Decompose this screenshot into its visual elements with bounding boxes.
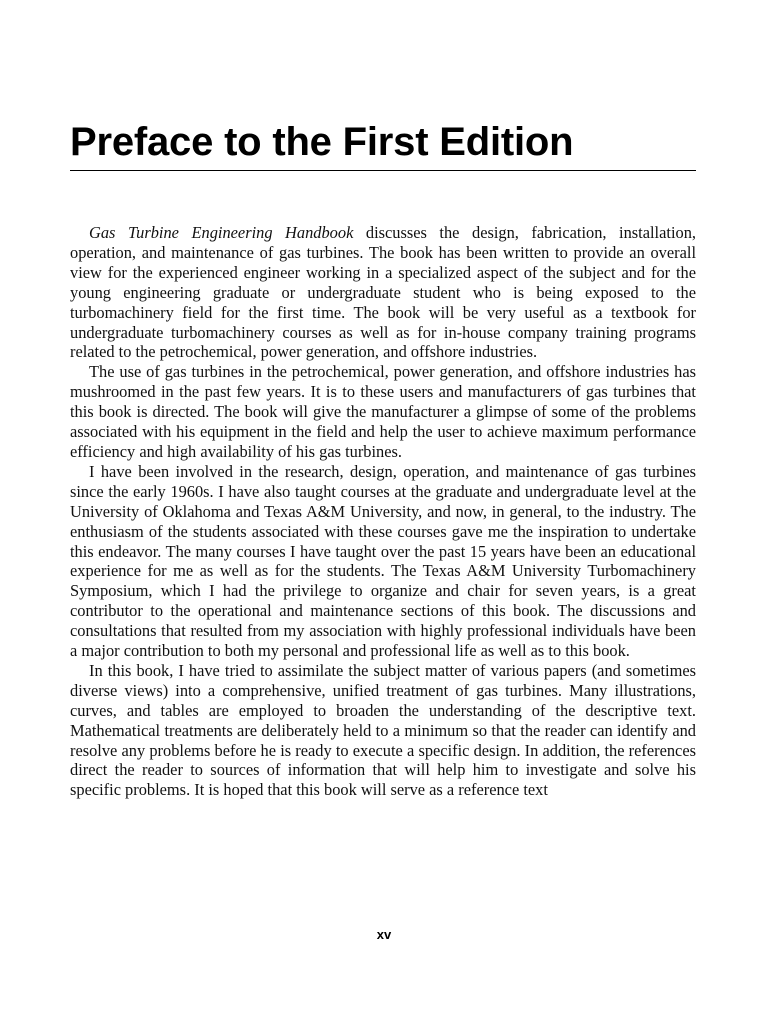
paragraph-3: I have been involved in the research, design, operation, and maintenance of gas turbines since the early 1960s. I have also taught courses at the graduate and undergraduate level at the University of Oklahoma and Texas A&M University, and now, in general, to the industry. The enthusiasm of the students associated with these courses gave me the inspiration to undertake this endeavor. The many courses I have taught over the past 15 years have been an educational experience for me as well as for the students. The Texas A&M University Turbomachinery Symposium, which I had the privilege to organize and chair for seven years, is a great contributor to the operational and maintenance sections of this book. The discussions and consultations that resulted from my association with highly professional individuals have been a major contribution to both my personal and professional life as well as to this book.	[70, 461, 696, 661]
page-number: xv	[376, 927, 392, 942]
page-title: Preface to the First Edition	[70, 120, 574, 164]
paragraph-4: In this book, I have tried to assimilate the subject matter of various papers (and sometimes diverse views) into a comprehensive, unified treatment of gas turbines. Many illustrations, curves, and tables are employed to broaden the understanding of the descriptive text. Mathematical treatments are deliberately held to a minimum so that the reader can identify and resolve any problems before he is ready to execute a specific design. In addition, the references direct the reader to sources of information that will help him to investigate and solve his specific problems. It is hoped that this book will serve as a reference text	[70, 660, 696, 800]
preface-body	[70, 223, 696, 800]
book-title: Gas Turbine Engineering Handbook	[89, 223, 354, 242]
paragraph-2: The use of gas turbines in the petrochemical, power generation, and offshore industries has mushroomed in the past few years. It is to these users and manufacturers of gas turbines that this book is directed. The book will give the manufacturer a glimpse of some of the problems associated with his equipment in the field and help the user to achieve maximum performance efficiency and high availability of his gas turbines.	[70, 362, 696, 461]
title-underline-rule	[70, 170, 696, 171]
paragraph-1	[70, 223, 696, 362]
paragraph-1-text: discusses the design, fabrication, installation, operation, and maintenance of gas turbines. The book has been written to provide an overall view for the experienced engineer working in a specialized aspect of the subject and for the young engineering graduate or undergraduate student who is being exposed to the turbomachinery field for the first time. The book will be very useful as a textbook for undergraduate turbomachinery courses as well as for in-house company training programs related to the petrochemical, power generation, and offshore industries.	[70, 223, 696, 362]
